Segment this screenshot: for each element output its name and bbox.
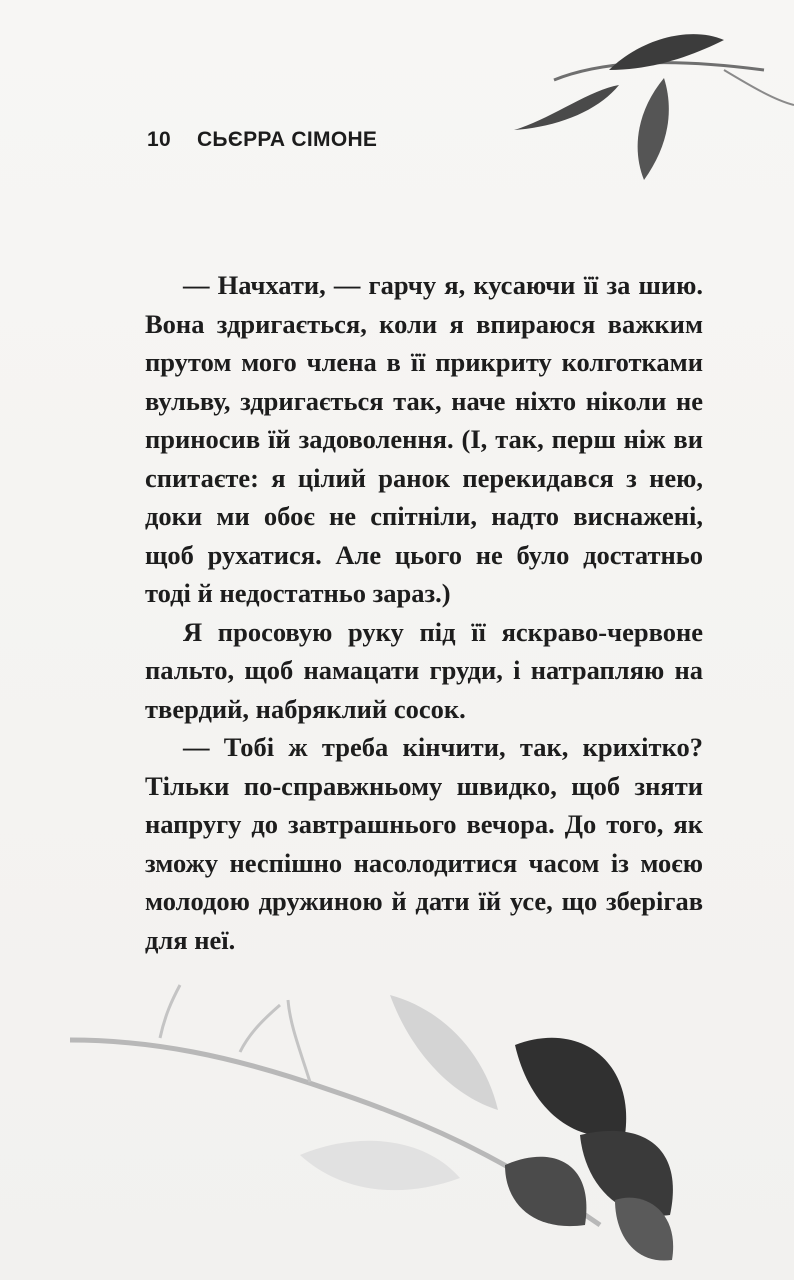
paragraph-2: Я просовую руку під її яскраво-червоне пальто, щоб намацати груди, і натрапляю на твердий, набряклий сосок. <box>145 616 703 724</box>
branch-illustration-bottom <box>60 980 740 1280</box>
paragraph-3: — Тобі ж треба кінчити, так, крихітко? Тільки по-справжньому швидко, щоб зняти напругу до завтрашнього вечора. До того, як зможу неспішно насолодитися часом із моєю молодою дружиною й дати їй усе, що зберігав для неї. <box>145 732 703 955</box>
page-header <box>147 128 377 152</box>
page-number: 10 <box>147 128 171 151</box>
page-body-text <box>145 266 703 959</box>
paragraph-1: — Начхати, — гарчу я, кусаючи її за шию. Вона здригається, коли я впираюся важким прутом мого члена в її прикриту колготками вульву, здригається так, наче ніхто ніколи не приносив їй задоволення. (І, так, перш ніж ви спитаєте: я цілий ранок перекидався з нею, доки ми обоє не спітніли, надто виснажені, щоб рухатися. Але цього не було достатньо тоді й недостатньо зараз.) <box>145 270 703 608</box>
leaf-illustration-top <box>514 0 794 200</box>
author-name: СЬЄРРА СІМОНЕ <box>196 128 378 151</box>
